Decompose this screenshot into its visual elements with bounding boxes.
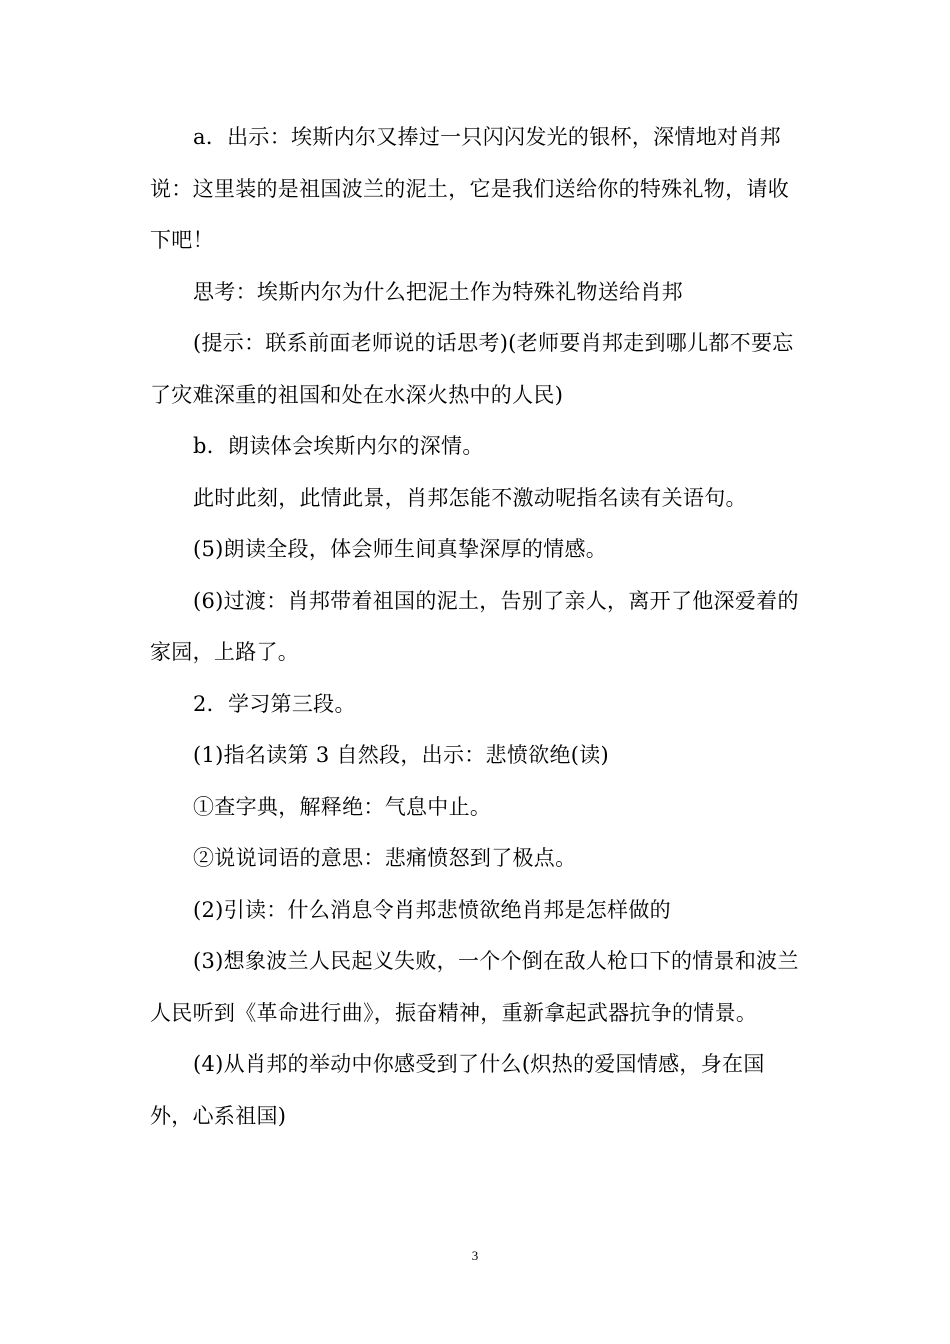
paragraph-step-2: (2)引读：什么消息令肖邦悲愤欲绝肖邦是怎样做的	[193, 897, 671, 922]
page-number: 3	[471, 1248, 479, 1263]
paragraph-section-heading: 2．学习第三段。	[193, 691, 356, 716]
paragraph-step-5: (5)朗读全段，体会师生间真挚深厚的情感。	[193, 537, 608, 561]
paragraph-read-aloud-b: b．朗读体会埃斯内尔的深情。	[193, 434, 484, 458]
paragraph-word-meaning: ②说说词语的意思：悲痛愤怒到了极点。	[193, 846, 577, 870]
paragraph-show-silver-cup: a．出示：埃斯内尔又捧过一只闪闪发光的银杯，深情地对肖邦说：这里装的是祖国波兰的泥土，它是我们送给你的特殊礼物，请收下吧！	[150, 125, 789, 252]
paragraph-step-1: (1)指名读第 3 自然段，出示：悲愤欲绝(读)	[193, 743, 610, 767]
document-body	[150, 112, 802, 1142]
paragraph-think-question: 思考：埃斯内尔为什么把泥土作为特殊礼物送给肖邦	[193, 279, 683, 304]
paragraph-step-3: (3)想象波兰人民起义失败，一个个倒在敌人枪口下的情景和波兰人民听到《革命进行曲》，振奋精神，重新拿起武器抗争的情景。	[150, 949, 799, 1025]
paragraph-this-moment: 此时此刻，此情此景，肖邦怎能不激动呢指名读有关语句。	[193, 485, 747, 510]
paragraph-step-6: (6)过渡：肖邦带着祖国的泥土，告别了亲人，离开了他深爱着的家园，上路了。	[150, 588, 799, 664]
paragraph-hint: (提示：联系前面老师说的话思考)(老师要肖邦走到哪儿都不要忘了灾难深重的祖国和处在水深火热中的人民)	[150, 331, 794, 407]
paragraph-dictionary: ①查字典，解释绝：气息中止。	[193, 794, 492, 819]
paragraph-step-4: (4)从肖邦的举动中你感受到了什么(炽热的爱国情感，身在国外，心系祖国)	[150, 1052, 765, 1128]
